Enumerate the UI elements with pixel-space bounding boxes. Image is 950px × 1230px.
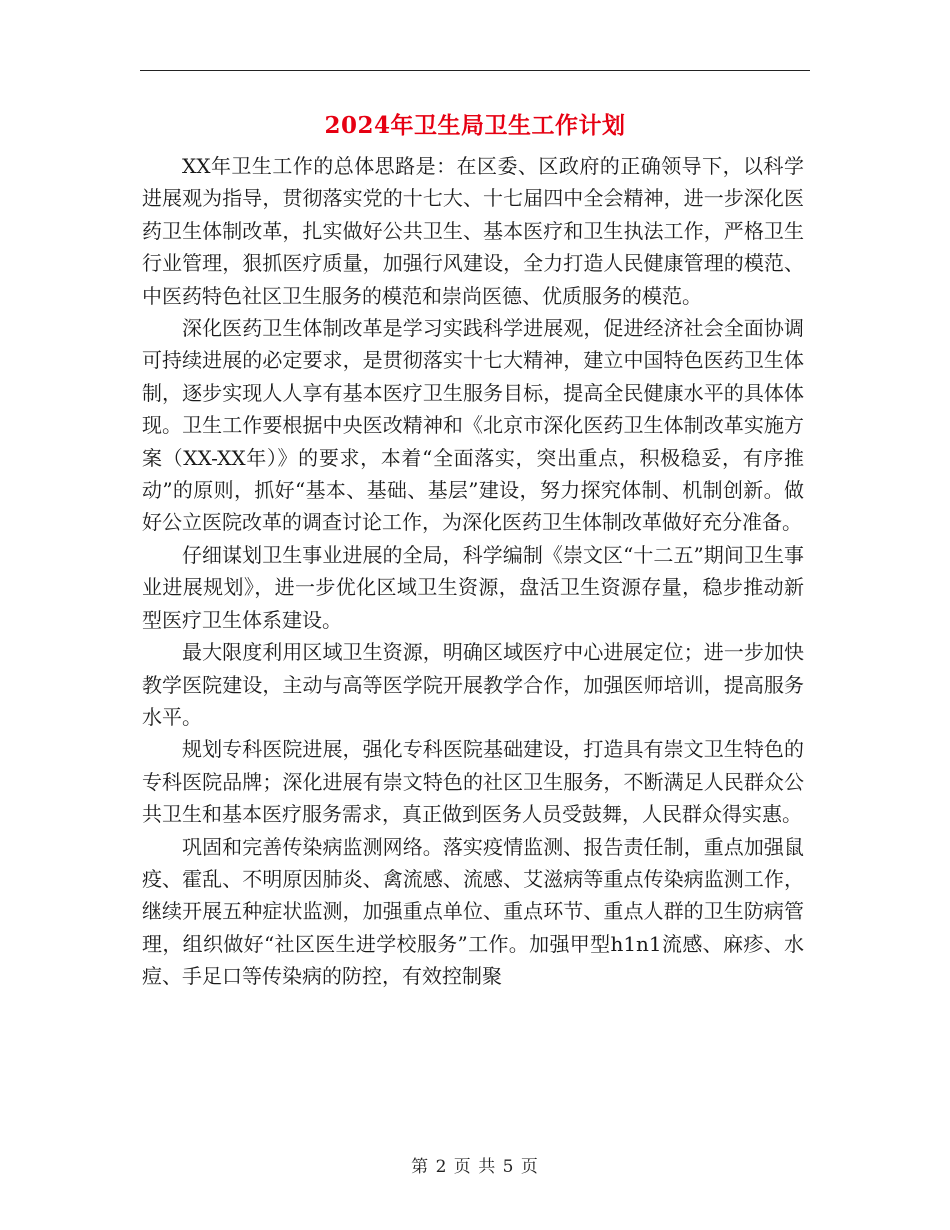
document-body [142, 150, 804, 993]
header-rule [140, 70, 810, 71]
paragraph-disease-monitoring: 巩固和完善传染病监测网络。落实疫情监测、报告责任制，重点加强鼠疫、霍乱、不明原因肺炎、禽流感、流感、艾滋病等重点传染病监测工作，继续开展五种症状监测，加强重点单位、重点环节、重点人群的卫生防病管理，组织做好“社区医生进学校服务”工作。加强甲型h1n1流感、麻疹、水痘、手足口等传染病的防控，有效控制聚 [142, 834, 804, 989]
page-number-footer: 第 2 页 共 5 页 [411, 1157, 539, 1177]
paragraph-specialty-hospitals: 规划专科医院进展，强化专科医院基础建设，打造具有崇文卫生特色的专科医院品牌；深化进展有崇文特色的社区卫生服务，不断满足人民群众公共卫生和基本医疗服务需求，真正做到医务人员受鼓舞，人民群众得实惠。 [142, 737, 804, 827]
paragraph-regional-resources: 最大限度利用区域卫生资源，明确区域医疗中心进展定位；进一步加快教学医院建设，主动与高等医学院开展教学合作，加强医师培训，提高服务水平。 [142, 640, 804, 729]
paragraph-development-planning: 仔细谋划卫生事业进展的全局，科学编制《崇文区“十二五”期间卫生事业进展规划》，进一步优化区域卫生资源，盘活卫生资源存量，稳步推动新型医疗卫生体系建设。 [142, 542, 804, 632]
document-title: 2024年卫生局卫生工作计划 [324, 112, 626, 139]
paragraph-healthcare-reform: 深化医药卫生体制改革是学习实践科学进展观，促进经济社会全面协调可持续进展的必定要求，是贯彻落实十七大精神，建立中国特色医药卫生体制，逐步实现人人享有基本医疗卫生服务目标，提高全民健康水平的具体体现。卫生工作要根据中央医改精神和《北京市深化医药卫生体制改革实施方案（XX-XX年）》的要求，本着“全面落实，突出重点，积极稳妥，有序推动”的原则，抓好“基本、基础、基层”建设，努力探究体制、机制创新。做好公立医院改革的调查讨论工作，为深化医药卫生体制改革做好充分准备。 [142, 316, 804, 535]
paragraph-overall-approach: XX年卫生工作的总体思路是：在区委、区政府的正确领导下，以科学进展观为指导，贯彻落实党的十七大、十七届四中全会精神，进一步深化医药卫生体制改革，扎实做好公共卫生、基本医疗和卫生执法工作，严格卫生行业管理，狠抓医疗质量，加强行风建设，全力打造人民健康管理的模范、中医药特色社区卫生服务的模范和崇尚医德、优质服务的模范。 [142, 154, 804, 308]
